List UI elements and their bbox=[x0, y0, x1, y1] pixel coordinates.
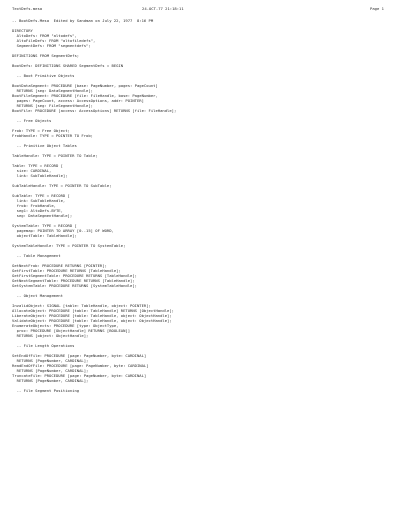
code-line: -- File Length Operations bbox=[12, 343, 75, 348]
code-line: DEFINITIONS FROM SegmentDefs; bbox=[12, 53, 80, 58]
code-line: Table: TYPE = RECORD [ bbox=[12, 163, 63, 168]
code-line: Frob: TYPE = Free Object; bbox=[12, 128, 70, 133]
code-line: SegmentDefs: FROM "segmentdefs"; bbox=[12, 43, 91, 48]
code-line: RETURNS [PageNumber, CARDINAL]; bbox=[12, 378, 89, 383]
code-line: EnumerateObjects: PROCEDURE [type: ObjectType, bbox=[12, 323, 119, 328]
code-line: RETURNS [PageNumber, CARDINAL]; bbox=[12, 358, 89, 363]
code-line: link: SubTableHandle]; bbox=[12, 173, 68, 178]
code-line: ValidateObject: PROCEDURE [table: TableHandle, object: ObjectHandle]; bbox=[12, 318, 172, 323]
code-line: BootFile: PROCEDURE [access: AccessOptions] RETURNS [file: FileHandle]; bbox=[12, 108, 177, 113]
code-line: -- BootDefs.Mesa Edited by Sandman on July 22, 1977 8:16 PM bbox=[12, 18, 154, 23]
code-line: GetFirstTable: PROCEDURE RETURNS [TableHandle]; bbox=[12, 268, 121, 273]
header-page-number: Page 1 bbox=[370, 6, 384, 11]
code-line: AllocateObject: PROCEDURE [table: TableHandle] RETURNS [ObjectHandle]; bbox=[12, 308, 174, 313]
code-line: GetSystemTable: PROCEDURE RETURNS [SystemTableHandle]; bbox=[12, 283, 137, 288]
code-line: -- Free Objects bbox=[12, 118, 52, 123]
code-line: LiberateObject: PROCEDURE [table: TableHandle, object: ObjectHandle]; bbox=[12, 313, 172, 318]
code-line: proc: PROCEDURE [ObjectHandle] RETURNS [BOOLEAN]] bbox=[12, 328, 131, 333]
code-line: BootDefs: DEFINITIONS SHARED SegmentDefs = BEGIN bbox=[12, 63, 124, 68]
code-line: -- Object Management bbox=[12, 293, 63, 298]
code-line: pages: PageCount, access: AccessOptions, addr: POINTER] bbox=[12, 98, 144, 103]
code-line: pagemap: POINTER TO ARRAY [0..15] OF WORD, bbox=[12, 228, 114, 233]
code-line: GetNextFrob: PROCEDURE RETURNS [POINTER]; bbox=[12, 263, 107, 268]
code-line: AltoFileDefs: FROM "altofiledefs", bbox=[12, 38, 96, 43]
code-line: seg: DataSegmentHandle]; bbox=[12, 213, 73, 218]
code-line: SystemTable: TYPE = RECORD [ bbox=[12, 223, 77, 228]
code-line: ReadEndOfFile: PROCEDURE [page: PageNumber, byte: CARDINAL] bbox=[12, 363, 149, 368]
code-line: BootDataSegment: PROCEDURE [base: PageNumber, pages: PageCount] bbox=[12, 83, 158, 88]
code-line: SetEndOfFile: PROCEDURE [page: PageNumber, byte: CARDINAL] bbox=[12, 353, 147, 358]
code-line: frob: FrobHandle, bbox=[12, 203, 56, 208]
code-line: SubTable: TYPE = RECORD [ bbox=[12, 193, 70, 198]
code-line: GetFirstSegmentTable: PROCEDURE RETURNS [TableHandle]; bbox=[12, 273, 137, 278]
header-timestamp: 24-OCT-77 21:18:11 bbox=[142, 6, 184, 11]
code-line: seg1: AltoDefs.BYTE, bbox=[12, 208, 63, 213]
code-line: RETURNS [object: ObjectHandle]; bbox=[12, 333, 89, 338]
document-body bbox=[12, 18, 392, 393]
code-line: SubTableHandle: TYPE = POINTER TO SubTable; bbox=[12, 183, 112, 188]
code-line: objectTable: TableHandle]; bbox=[12, 233, 77, 238]
code-line: RETURNS [PageNumber, CARDINAL]; bbox=[12, 368, 89, 373]
code-line: RETURNS [seg: FileSegmentHandle]; bbox=[12, 103, 93, 108]
code-line: BootFileSegment: PROCEDURE [file: FileHandle, base: PageNumber, bbox=[12, 93, 158, 98]
code-line: -- Primitive Object Tables bbox=[12, 143, 77, 148]
code-line: FrobHandle: TYPE = POINTER TO Frob; bbox=[12, 133, 93, 138]
code-line: TruncateFile: PROCEDURE [page: PageNumber, byte: CARDINAL] bbox=[12, 373, 147, 378]
code-line: AltoDefs: FROM "altodefs", bbox=[12, 33, 77, 38]
code-line: -- Boot Primitive Objects bbox=[12, 73, 75, 78]
code-line: TableHandle: TYPE = POINTER TO Table; bbox=[12, 153, 98, 158]
code-line: InvalidObject: SIGNAL [table: TableHandle, object: POINTER]; bbox=[12, 303, 151, 308]
code-line: GetNextSegmentTable: PROCEDURE RETURNS [TableHandle]; bbox=[12, 278, 135, 283]
header-filename: TextDefs.mesa bbox=[12, 6, 43, 11]
code-line: link: SubTableHandle, bbox=[12, 198, 66, 203]
code-line: DIRECTORY bbox=[12, 28, 33, 33]
code-line: SystemTableHandle: TYPE = POINTER TO SystemTable; bbox=[12, 243, 126, 248]
code-line: RETURNS [seg: DataSegmentHandle]; bbox=[12, 88, 93, 93]
code-line: -- Table Management bbox=[12, 253, 61, 258]
code-line: size: CARDINAL, bbox=[12, 168, 52, 173]
code-line: -- File Segment Positioning bbox=[12, 388, 80, 393]
